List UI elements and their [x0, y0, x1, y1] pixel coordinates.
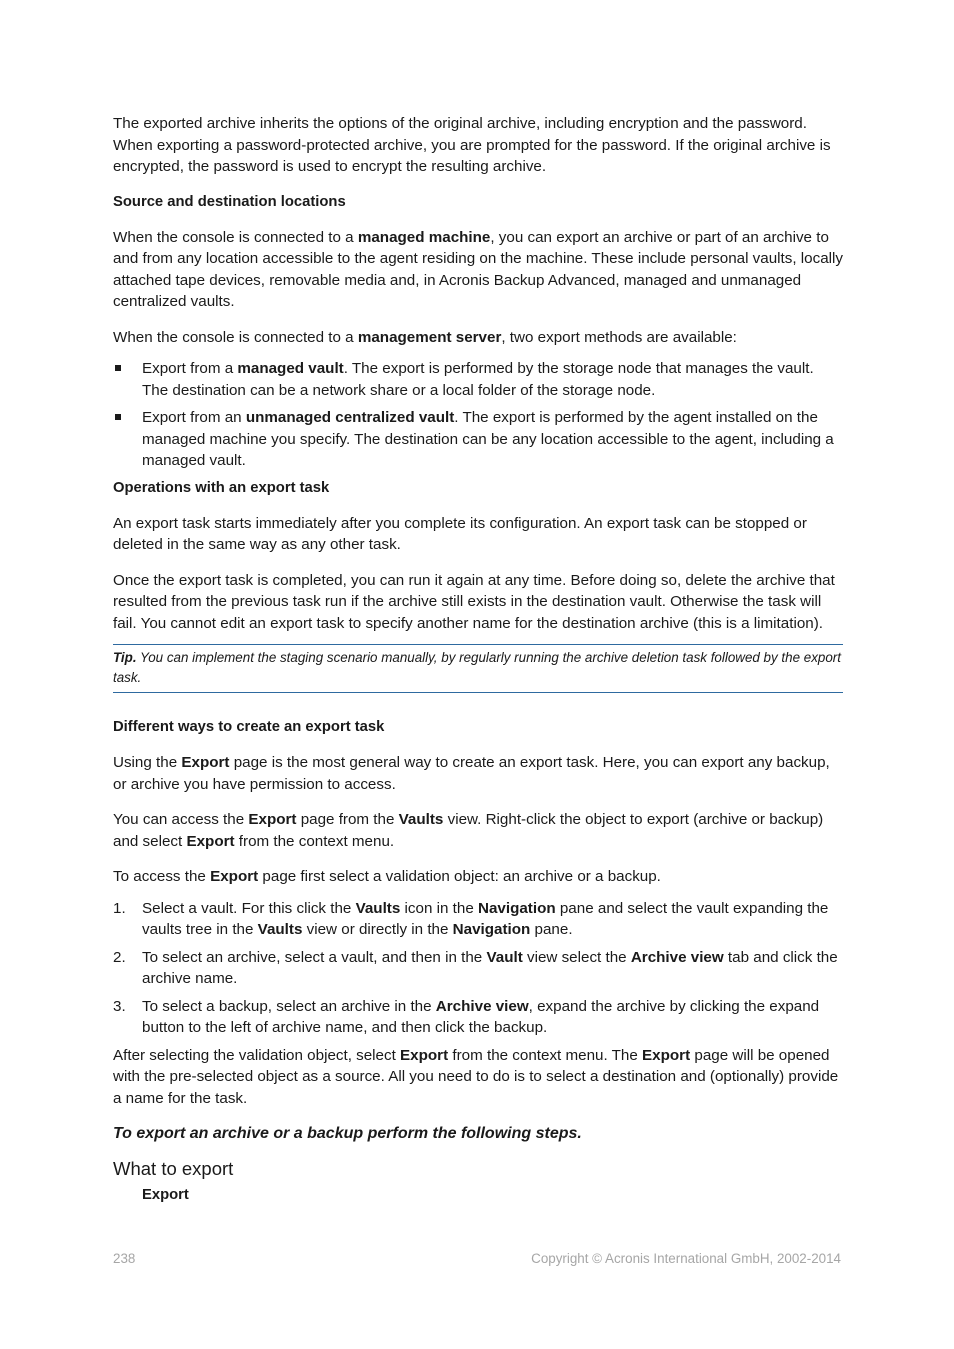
page-number: 238	[113, 1251, 136, 1266]
step-number: 2.	[113, 948, 126, 966]
list-item: Export from an unmanaged centralized vault. The export is performed by the agent installed on the managed machine you specify. The destination can be any location accessible to the agent, including a managed vault.	[113, 407, 843, 472]
operations-paragraph-1: An export task starts immediately after you complete its configuration. An export task can be stopped or deleted in the same way as any other task.	[113, 514, 807, 553]
list-item: 3. To select a backup, select an archive in the Archive view, expand the archive by clicking the expand button to the left of archive name, and then click the backup.	[113, 997, 820, 1036]
source-destination-heading: Source and destination locations	[113, 193, 346, 210]
tip-box	[113, 644, 843, 693]
step-number: 1.	[113, 899, 126, 917]
selection-steps-list	[113, 898, 843, 1039]
step-number: 3.	[113, 997, 126, 1015]
export-methods-list	[113, 358, 843, 472]
managed-machine-paragraph: When the console is connected to a managed machine, you can export an archive or part of an archive to and from any location accessible to the agent residing on the machine. These include personal vaults, locally attached tape devices, removable media and, in Acronis Backup Advanced, managed and unmanaged centralized vaults.	[113, 228, 843, 310]
procedure-heading: To export an archive or a backup perform the following steps.	[113, 1125, 582, 1142]
page-content	[113, 113, 843, 1206]
list-item: 2. To select an archive, select a vault, and then in the Vault view select the Archive view tab and click the archive name.	[113, 948, 838, 987]
subsection-title: Export	[142, 1187, 189, 1203]
operations-heading: Operations with an export task	[113, 479, 330, 496]
intro-paragraph: The exported archive inherits the options of the original archive, including encryption and the password. When exporting a password-protected archive, you are prompted for the password. If the original archive is encrypted, the password is used to encrypt the resulting archive.	[113, 115, 831, 175]
list-item: Export from a managed vault. The export is performed by the storage node that manages the vault. The destination can be a network share or a local folder of the storage node.	[113, 358, 843, 401]
different-ways-heading: Different ways to create an export task	[113, 719, 385, 735]
export-page-paragraph: Using the Export page is the most general way to create an export task. Here, you can export any backup, or archive you have permission to access.	[113, 754, 830, 793]
vaults-view-paragraph: You can access the Export page from the Vaults view. Right-click the object to export (archive or backup) and select Export from the context menu.	[113, 811, 824, 850]
tip-label: Tip.	[113, 650, 137, 665]
tip-text: You can implement the staging scenario manually, by regularly running the archive deletion task followed by the export task.	[113, 650, 841, 685]
after-selecting-paragraph: After selecting the validation object, select Export from the context menu. The Export page will be opened with the pre-selected object as a source. All you need to do is to select a destination and (optionally) provide a name for the task.	[113, 1046, 839, 1107]
bullet-square-icon	[115, 414, 121, 420]
validation-object-paragraph: To access the Export page first select a validation object: an archive or a backup.	[113, 868, 661, 885]
copyright-notice: Copyright © Acronis International GmbH, 2002-2014	[531, 1251, 841, 1266]
list-item: 1. Select a vault. For this click the Vaults icon in the Navigation pane and select the vault expanding the vaults tree in the Vaults view or directly in the Navigation pane.	[113, 899, 829, 938]
management-server-paragraph: When the console is connected to a management server, two export methods are available:	[113, 328, 737, 346]
section-title: What to export	[113, 1158, 234, 1179]
operations-paragraph-2: Once the export task is completed, you can run it again at any time. Before doing so, delete the archive that resulted from the previous task run if the archive still exists in the destination vault. Otherwise the task will fail. You cannot edit an export task to specify another name for the destination archive (this is a limitation).	[113, 571, 835, 632]
bullet-square-icon	[115, 365, 121, 371]
